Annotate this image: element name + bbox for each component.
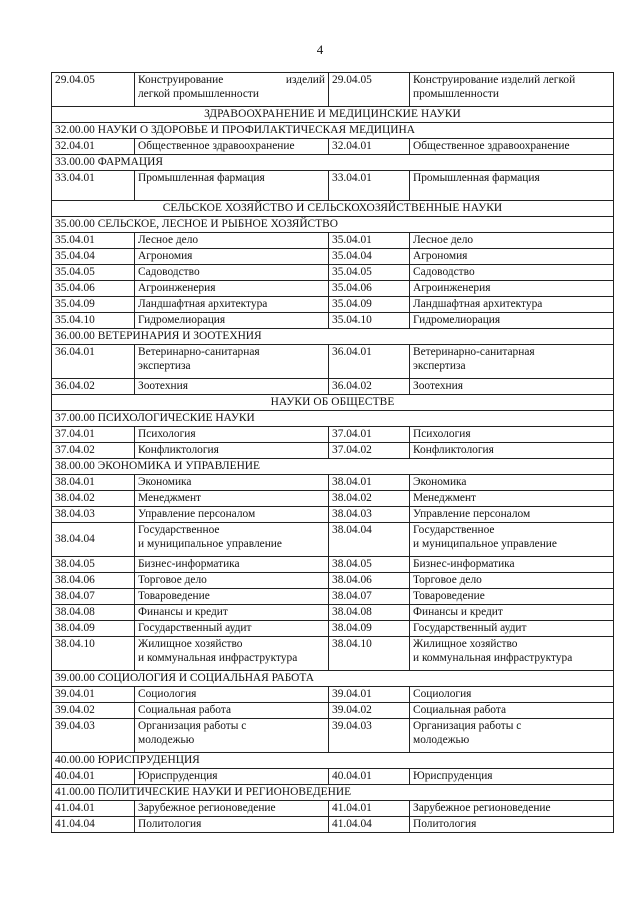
new-name-cell-line: Агроинженерия — [413, 282, 491, 294]
new-code-cell: 35.04.04 — [329, 249, 410, 265]
old-name-cell — [135, 605, 329, 621]
group-heading-row — [52, 753, 614, 769]
old-name-cell — [135, 589, 329, 605]
group-heading: 33.00.00 ФАРМАЦИЯ — [52, 155, 614, 171]
old-name-cell-line: молодежью — [138, 733, 195, 746]
old-name-cell — [135, 573, 329, 589]
table-row — [52, 621, 614, 637]
group-heading: 39.00.00 СОЦИОЛОГИЯ И СОЦИАЛЬНАЯ РАБОТА — [52, 671, 614, 687]
old-name-cell-line: Управление персоналом — [138, 508, 256, 520]
old-name-cell — [135, 73, 329, 107]
old-code-cell: 38.04.08 — [52, 605, 135, 621]
old-name-cell — [135, 313, 329, 329]
new-name-cell-line: Лесное дело — [413, 234, 474, 246]
old-name-cell — [135, 427, 329, 443]
new-name-cell-line: молодежью — [413, 733, 470, 746]
table-row — [52, 557, 614, 573]
old-name-cell — [135, 491, 329, 507]
new-name-cell-line: экспертиза — [413, 359, 466, 372]
new-name-cell — [410, 817, 614, 833]
table-row — [52, 171, 614, 201]
new-code-cell: 29.04.05 — [329, 73, 410, 107]
new-code-cell: 36.04.02 — [329, 379, 410, 395]
old-name-cell — [135, 265, 329, 281]
old-name-cell-line: Ландшафтная архитектура — [138, 298, 268, 310]
table-row — [52, 719, 614, 753]
new-name-cell-line: Экономика — [413, 476, 467, 488]
new-name-cell-line: Юриспруденция — [413, 770, 493, 782]
new-name-cell-line: Общественное здравоохранение — [413, 140, 570, 152]
old-name-cell — [135, 523, 329, 557]
new-name-cell-line: и коммунальная инфраструктура — [413, 651, 573, 664]
new-name-cell-line: Промышленная фармация — [413, 172, 540, 184]
old-name-cell — [135, 507, 329, 523]
page-number: 4 — [316, 42, 324, 57]
old-code-cell: 32.04.01 — [52, 139, 135, 155]
group-heading-row — [52, 785, 614, 801]
table-row — [52, 73, 614, 107]
new-name-cell — [410, 621, 614, 637]
old-name-cell-line: Менеджмент — [138, 492, 202, 504]
new-code-cell: 39.04.02 — [329, 703, 410, 719]
section-heading-row — [52, 395, 614, 411]
new-name-cell-line: Зарубежное регионоведение — [413, 802, 551, 814]
table-row — [52, 139, 614, 155]
old-name-cell-line: Государственное — [138, 524, 220, 536]
new-name-cell-line: Агрономия — [413, 250, 468, 262]
old-code-cell: 33.04.01 — [52, 171, 135, 201]
new-code-cell: 35.04.09 — [329, 297, 410, 313]
group-heading: 38.00.00 ЭКОНОМИКА И УПРАВЛЕНИЕ — [52, 459, 614, 475]
old-code-cell: 39.04.03 — [52, 719, 135, 753]
new-name-cell — [410, 313, 614, 329]
group-heading-row — [52, 217, 614, 233]
group-heading: 37.00.00 ПСИХОЛОГИЧЕСКИЕ НАУКИ — [52, 411, 614, 427]
new-name-cell-line: Психология — [413, 428, 471, 440]
new-name-cell-line: Гидромелиорация — [413, 314, 501, 326]
group-heading: 36.00.00 ВЕТЕРИНАРИЯ И ЗООТЕХНИЯ — [52, 329, 614, 345]
new-name-cell-line: Жилищное хозяйство — [413, 638, 518, 650]
table-row — [52, 233, 614, 249]
new-name-cell — [410, 139, 614, 155]
group-heading-row — [52, 411, 614, 427]
new-name-cell — [410, 297, 614, 313]
new-code-cell: 35.04.05 — [329, 265, 410, 281]
old-name-cell — [135, 801, 329, 817]
old-name-cell — [135, 379, 329, 395]
new-name-cell-line: Финансы и кредит — [413, 606, 503, 618]
table-row — [52, 265, 614, 281]
old-code-cell: 38.04.03 — [52, 507, 135, 523]
old-name-cell-line: Социальная работа — [138, 704, 232, 716]
old-name-cell — [135, 297, 329, 313]
new-name-cell — [410, 687, 614, 703]
old-code-cell: 35.04.04 — [52, 249, 135, 265]
old-name-cell-line: Социология — [138, 688, 197, 700]
section-heading: ЗДРАВООХРАНЕНИЕ И МЕДИЦИНСКИЕ НАУКИ — [52, 107, 614, 123]
table-row — [52, 491, 614, 507]
old-name-cell-line: Агрономия — [138, 250, 193, 262]
old-name-cell-line: Промышленная фармация — [138, 172, 265, 184]
table-row — [52, 523, 614, 557]
old-name-cell — [135, 621, 329, 637]
new-name-cell — [410, 801, 614, 817]
new-name-cell-line: и муниципальное управление — [413, 537, 557, 550]
old-name-cell-line: Конструирование изделий — [138, 74, 325, 86]
new-name-cell — [410, 171, 614, 201]
old-name-cell — [135, 557, 329, 573]
new-name-cell-line: Государственный аудит — [413, 622, 527, 634]
old-name-cell — [135, 637, 329, 671]
old-name-cell-line: Экономика — [138, 476, 192, 488]
new-name-cell-line: Государственное — [413, 524, 495, 536]
table-row — [52, 249, 614, 265]
table-row — [52, 345, 614, 379]
old-name-cell-line: Садоводство — [138, 266, 200, 278]
old-name-cell-line: легкой промышленности — [138, 87, 259, 100]
table-row — [52, 281, 614, 297]
new-code-cell: 35.04.10 — [329, 313, 410, 329]
section-heading-row — [52, 201, 614, 217]
old-name-cell — [135, 249, 329, 265]
table-row — [52, 427, 614, 443]
table-row — [52, 687, 614, 703]
table-row — [52, 637, 614, 671]
new-name-cell — [410, 507, 614, 523]
old-code-cell: 35.04.09 — [52, 297, 135, 313]
old-code-cell: 38.04.04 — [52, 523, 135, 557]
new-code-cell: 38.04.03 — [329, 507, 410, 523]
old-code-cell: 36.04.02 — [52, 379, 135, 395]
new-code-cell: 38.04.10 — [329, 637, 410, 671]
new-code-cell: 32.04.01 — [329, 139, 410, 155]
new-name-cell — [410, 73, 614, 107]
new-name-cell-line: Ветеринарно-санитарная — [413, 346, 535, 358]
new-code-cell: 38.04.08 — [329, 605, 410, 621]
old-name-cell-line: Психология — [138, 428, 196, 440]
new-name-cell-line: Торговое дело — [413, 574, 482, 586]
new-name-cell — [410, 233, 614, 249]
old-name-cell-line: Лесное дело — [138, 234, 199, 246]
new-name-cell-line: Зоотехния — [413, 380, 463, 392]
new-code-cell: 38.04.01 — [329, 475, 410, 491]
new-code-cell: 37.04.01 — [329, 427, 410, 443]
new-name-cell — [410, 589, 614, 605]
old-code-cell: 29.04.05 — [52, 73, 135, 107]
old-name-cell-line: Юриспруденция — [138, 770, 218, 782]
new-code-cell: 38.04.07 — [329, 589, 410, 605]
old-code-cell: 35.04.10 — [52, 313, 135, 329]
table-row — [52, 589, 614, 605]
new-name-cell-line: Садоводство — [413, 266, 475, 278]
table-row — [52, 801, 614, 817]
old-name-cell-line: Торговое дело — [138, 574, 207, 586]
new-name-cell — [410, 443, 614, 459]
old-code-cell: 38.04.07 — [52, 589, 135, 605]
new-name-cell — [410, 379, 614, 395]
old-code-cell: 38.04.10 — [52, 637, 135, 671]
old-code-cell: 38.04.05 — [52, 557, 135, 573]
specialties-table-body — [52, 73, 614, 833]
old-code-cell: 41.04.01 — [52, 801, 135, 817]
specialties-table — [51, 72, 614, 833]
new-code-cell: 38.04.09 — [329, 621, 410, 637]
old-code-cell: 39.04.02 — [52, 703, 135, 719]
new-name-cell — [410, 557, 614, 573]
group-heading-row — [52, 155, 614, 171]
old-name-cell — [135, 817, 329, 833]
new-name-cell — [410, 491, 614, 507]
old-name-cell-line: Товароведение — [138, 590, 210, 602]
new-code-cell: 33.04.01 — [329, 171, 410, 201]
new-code-cell: 41.04.01 — [329, 801, 410, 817]
old-name-cell — [135, 233, 329, 249]
old-name-cell-line: и муниципальное управление — [138, 537, 282, 550]
new-name-cell-line: Ландшафтная архитектура — [413, 298, 543, 310]
new-name-cell — [410, 719, 614, 753]
new-name-cell — [410, 475, 614, 491]
old-name-cell-line: Бизнес-информатика — [138, 558, 240, 570]
old-name-cell-line: Зарубежное регионоведение — [138, 802, 276, 814]
old-code-cell: 35.04.05 — [52, 265, 135, 281]
table-row — [52, 507, 614, 523]
old-code-cell: 37.04.02 — [52, 443, 135, 459]
old-name-cell-line: Конфликтология — [138, 444, 219, 456]
table-row — [52, 769, 614, 785]
old-code-cell: 36.04.01 — [52, 345, 135, 379]
group-heading-row — [52, 329, 614, 345]
old-code-cell: 35.04.01 — [52, 233, 135, 249]
old-name-cell-line: Финансы и кредит — [138, 606, 228, 618]
old-name-cell-line: Ветеринарно-санитарная — [138, 346, 260, 358]
new-code-cell: 38.04.04 — [329, 523, 410, 557]
new-name-cell-line: Социальная работа — [413, 704, 507, 716]
old-name-cell-line: Гидромелиорация — [138, 314, 226, 326]
new-name-cell — [410, 281, 614, 297]
group-heading: 40.00.00 ЮРИСПРУДЕНЦИЯ — [52, 753, 614, 769]
new-name-cell — [410, 523, 614, 557]
new-name-cell-line: Конфликтология — [413, 444, 494, 456]
new-code-cell: 35.04.01 — [329, 233, 410, 249]
new-code-cell: 38.04.02 — [329, 491, 410, 507]
new-name-cell-line: промышленности — [413, 87, 499, 100]
new-code-cell: 39.04.01 — [329, 687, 410, 703]
old-code-cell: 38.04.01 — [52, 475, 135, 491]
group-heading: 32.00.00 НАУКИ О ЗДОРОВЬЕ И ПРОФИЛАКТИЧЕСКАЯ МЕДИЦИНА — [52, 123, 614, 139]
new-name-cell — [410, 573, 614, 589]
section-heading: НАУКИ ОБ ОБЩЕСТВЕ — [52, 395, 614, 411]
old-name-cell — [135, 345, 329, 379]
table-row — [52, 703, 614, 719]
table-row — [52, 443, 614, 459]
old-name-cell — [135, 719, 329, 753]
new-name-cell — [410, 249, 614, 265]
new-name-cell-line: Менеджмент — [413, 492, 477, 504]
old-name-cell-line: Общественное здравоохранение — [138, 140, 295, 152]
new-name-cell-line: Социология — [413, 688, 472, 700]
new-name-cell — [410, 265, 614, 281]
old-name-cell — [135, 139, 329, 155]
old-code-cell: 40.04.01 — [52, 769, 135, 785]
old-code-cell: 35.04.06 — [52, 281, 135, 297]
old-name-cell-line: Политология — [138, 818, 202, 830]
new-code-cell: 38.04.05 — [329, 557, 410, 573]
new-name-cell — [410, 427, 614, 443]
old-name-cell — [135, 171, 329, 201]
new-name-cell-line: Товароведение — [413, 590, 485, 602]
old-name-cell-line: экспертиза — [138, 359, 191, 372]
old-name-cell-line: Жилищное хозяйство — [138, 638, 243, 650]
section-heading: СЕЛЬСКОЕ ХОЗЯЙСТВО И СЕЛЬСКОХОЗЯЙСТВЕННЫЕ НАУКИ — [52, 201, 614, 217]
old-name-cell-line: Агроинженерия — [138, 282, 216, 294]
table-row — [52, 573, 614, 589]
table-row — [52, 297, 614, 313]
old-name-cell — [135, 769, 329, 785]
table-row — [52, 605, 614, 621]
old-name-cell — [135, 687, 329, 703]
group-heading: 41.00.00 ПОЛИТИЧЕСКИЕ НАУКИ И РЕГИОНОВЕДЕНИЕ — [52, 785, 614, 801]
new-name-cell-line: Политология — [413, 818, 477, 830]
new-name-cell — [410, 769, 614, 785]
new-name-cell-line: Управление персоналом — [413, 508, 531, 520]
old-code-cell: 41.04.04 — [52, 817, 135, 833]
group-heading-row — [52, 671, 614, 687]
new-name-cell — [410, 703, 614, 719]
section-heading-row — [52, 107, 614, 123]
old-name-cell-line: Организация работы с — [138, 720, 247, 732]
group-heading: 35.00.00 СЕЛЬСКОЕ, ЛЕСНОЕ И РЫБНОЕ ХОЗЯЙСТВО — [52, 217, 614, 233]
new-name-cell — [410, 637, 614, 671]
group-heading-row — [52, 459, 614, 475]
old-name-cell-line: Государственный аудит — [138, 622, 252, 634]
old-name-cell-line: и коммунальная инфраструктура — [138, 651, 298, 664]
old-code-cell: 38.04.06 — [52, 573, 135, 589]
table-row — [52, 475, 614, 491]
new-code-cell: 39.04.03 — [329, 719, 410, 753]
old-name-cell — [135, 281, 329, 297]
new-name-cell — [410, 605, 614, 621]
new-code-cell: 37.04.02 — [329, 443, 410, 459]
new-name-cell-line: Конструирование изделий легкой — [413, 74, 576, 86]
table-row — [52, 379, 614, 395]
old-code-cell: 38.04.09 — [52, 621, 135, 637]
old-code-cell: 38.04.02 — [52, 491, 135, 507]
new-code-cell: 36.04.01 — [329, 345, 410, 379]
old-name-cell-line: Зоотехния — [138, 380, 188, 392]
old-code-cell: 39.04.01 — [52, 687, 135, 703]
new-code-cell: 41.04.04 — [329, 817, 410, 833]
group-heading-row — [52, 123, 614, 139]
new-name-cell-line: Бизнес-информатика — [413, 558, 515, 570]
new-name-cell — [410, 345, 614, 379]
new-code-cell: 40.04.01 — [329, 769, 410, 785]
old-name-cell — [135, 475, 329, 491]
new-code-cell: 38.04.06 — [329, 573, 410, 589]
table-row — [52, 817, 614, 833]
old-name-cell — [135, 703, 329, 719]
old-code-cell: 37.04.01 — [52, 427, 135, 443]
old-name-cell — [135, 443, 329, 459]
new-code-cell: 35.04.06 — [329, 281, 410, 297]
new-name-cell-line: Организация работы с — [413, 720, 522, 732]
table-row — [52, 313, 614, 329]
